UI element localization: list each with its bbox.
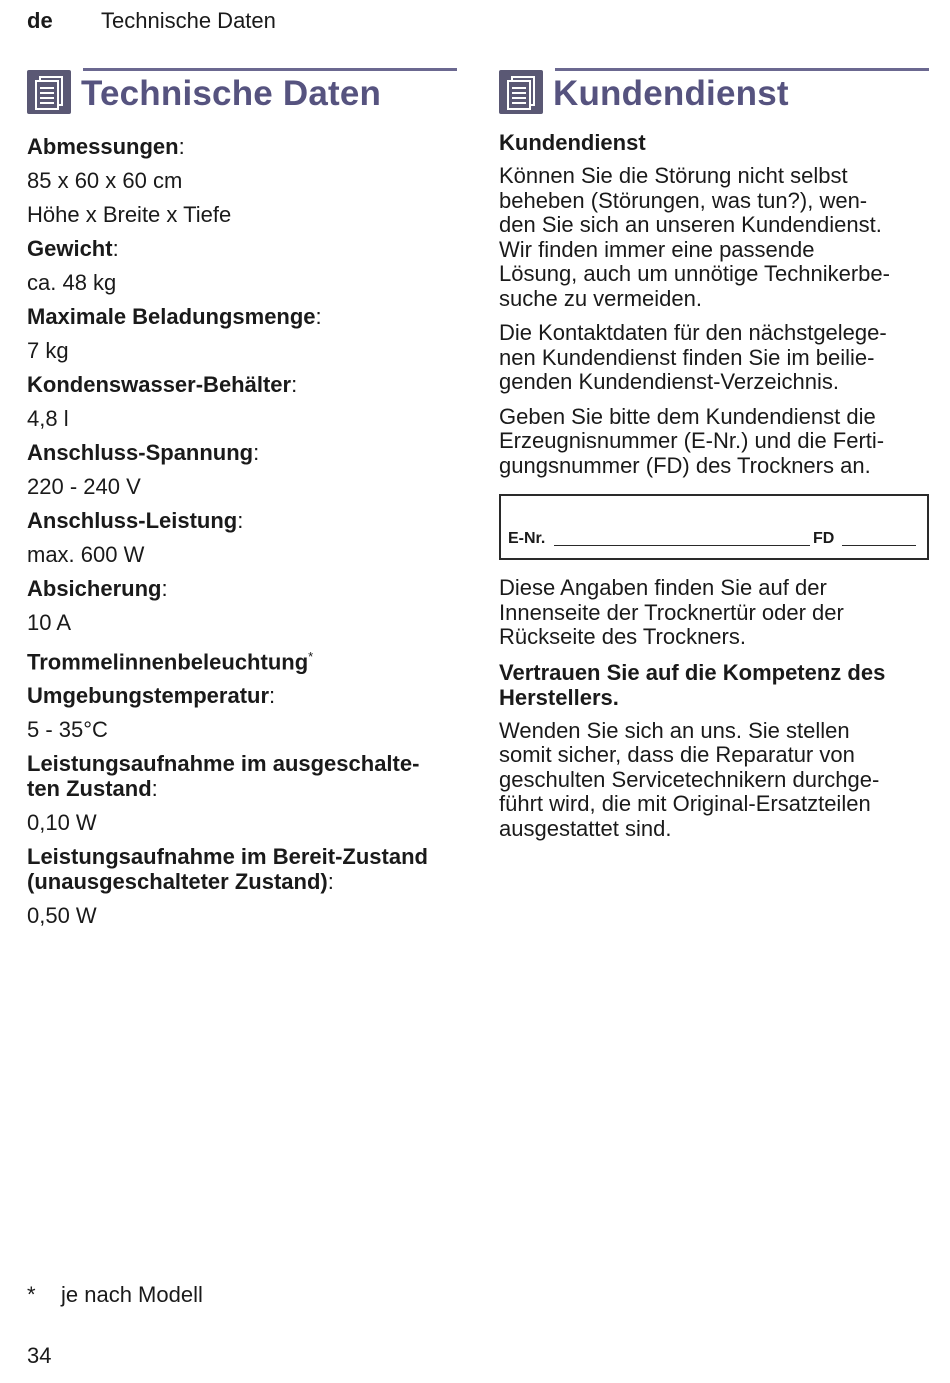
contact-info-paragraph: Die Kontaktdaten für den nächstgelege- nen Kundendienst finden Sie im beilie- genden Kundendienst-Verzeichnis. bbox=[499, 320, 887, 394]
spec-label-colon: : bbox=[112, 236, 119, 261]
spec-label bbox=[27, 504, 457, 538]
spec-label-text: Umgebungstemperatur bbox=[27, 683, 270, 709]
spec-label bbox=[27, 747, 457, 806]
spec-value: 4,8 l bbox=[27, 406, 69, 431]
section-title: Technische Daten bbox=[81, 74, 382, 113]
enr-write-line bbox=[554, 545, 810, 546]
spec-label bbox=[27, 368, 457, 402]
document-icon bbox=[499, 70, 543, 114]
enr-label: E-Nr. bbox=[508, 530, 546, 547]
spec-value: 10 A bbox=[27, 610, 72, 635]
technical-data-column bbox=[27, 68, 457, 933]
product-number-box bbox=[499, 494, 929, 560]
spec-value: 0,50 W bbox=[27, 903, 97, 929]
customer-service-column bbox=[499, 68, 929, 851]
spec-label-colon: : bbox=[253, 440, 260, 465]
spec-label-colon: : bbox=[269, 683, 276, 709]
spec-value: max. 600 W bbox=[27, 542, 145, 567]
running-section-title: Technische Daten bbox=[101, 8, 276, 33]
manufacturer-competence-paragraph: Wenden Sie sich an uns. Sie stellen somit sicher, dass die Reparatur von geschulten Servicetechnikern durchge- führt wird, die mit Original-Ersatzteilen ausgestattet sind. bbox=[499, 717, 880, 841]
spec-value: 5 - 35°C bbox=[27, 717, 108, 743]
spec-label-text: Gewicht bbox=[27, 236, 113, 261]
spec-label bbox=[27, 572, 457, 606]
spec-label bbox=[27, 232, 457, 266]
spec-label-text: Trommelinnenbeleuchtung bbox=[27, 649, 309, 675]
footnote-mark: * bbox=[27, 1282, 36, 1307]
product-number-paragraph: Geben Sie bitte dem Kundendienst die Erzeugnisnummer (E-Nr.) und die Ferti- gungsnummer (FD) des Trockners an. bbox=[499, 403, 885, 478]
customer-service-intro: Können Sie die Störung nicht selbst beheben (Störungen, was tun?), wen- den Sie sich an unseren Kundendienst. Wir finden immer eine passende Lösung, auch um unnötige Technikerbe- suche zu vermeiden. bbox=[499, 163, 890, 311]
spec-value: 0,10 W bbox=[27, 810, 97, 836]
language-code: de bbox=[27, 8, 53, 33]
spec-value: 7 kg bbox=[27, 338, 69, 363]
spec-value: ca. 48 kg bbox=[27, 270, 117, 295]
spec-label-text: Leistungsaufnahme im Bereit-Zustand (unausgeschalteter Zustand) bbox=[27, 844, 428, 895]
technical-data-heading bbox=[27, 68, 457, 118]
spec-label-colon: : bbox=[151, 776, 158, 802]
spec-label-colon: : bbox=[315, 304, 322, 329]
spec-value: 220 - 240 V bbox=[27, 474, 141, 499]
fd-write-line bbox=[842, 545, 916, 546]
spec-label bbox=[27, 679, 457, 713]
heading-rule bbox=[555, 68, 929, 71]
spec-label-colon: : bbox=[237, 508, 244, 533]
spec-value: 85 x 60 x 60 cm bbox=[27, 168, 183, 193]
spec-label bbox=[27, 640, 457, 679]
spec-label-colon: : bbox=[327, 869, 334, 895]
spec-label bbox=[27, 130, 457, 164]
spec-label-colon: : bbox=[291, 372, 298, 397]
customer-service-subheading: Kundendienst bbox=[499, 130, 646, 155]
fd-label: FD bbox=[813, 530, 835, 547]
manufacturer-competence-subheading: Vertrauen Sie auf die Kompetenz des Herstellers. bbox=[499, 659, 886, 710]
spec-label bbox=[27, 840, 457, 899]
spec-label-text: Anschluss-Spannung bbox=[27, 440, 254, 465]
spec-label-colon: : bbox=[178, 134, 185, 159]
spec-label-text: Anschluss-Leistung bbox=[27, 508, 238, 533]
label-location-paragraph: Diese Angaben finden Sie auf der Innenseite der Trocknertür oder der Rückseite des Trockners. bbox=[499, 575, 844, 649]
spec-label-text: Kondenswasser-Behälter bbox=[27, 372, 292, 397]
spec-label-colon: : bbox=[161, 576, 168, 601]
spec-label-text: Leistungsaufnahme im ausgeschalte- ten Zustand bbox=[27, 751, 420, 802]
spec-label bbox=[27, 300, 457, 334]
spec-label bbox=[27, 436, 457, 470]
document-icon bbox=[27, 70, 71, 114]
spec-label-text: Maximale Beladungsmenge bbox=[27, 304, 316, 329]
footnote-text: je nach Modell bbox=[61, 1282, 203, 1307]
customer-service-heading bbox=[499, 68, 929, 118]
spec-label-text: Absicherung bbox=[27, 576, 162, 601]
heading-rule bbox=[83, 68, 457, 71]
spec-list bbox=[27, 130, 457, 933]
section-title: Kundendienst bbox=[553, 74, 789, 113]
spec-label-text: Abmessungen bbox=[27, 134, 179, 159]
page-number: 34 bbox=[27, 1343, 52, 1368]
spec-value: Höhe x Breite x Tiefe bbox=[27, 202, 232, 227]
footnote-reference: * bbox=[308, 649, 314, 664]
